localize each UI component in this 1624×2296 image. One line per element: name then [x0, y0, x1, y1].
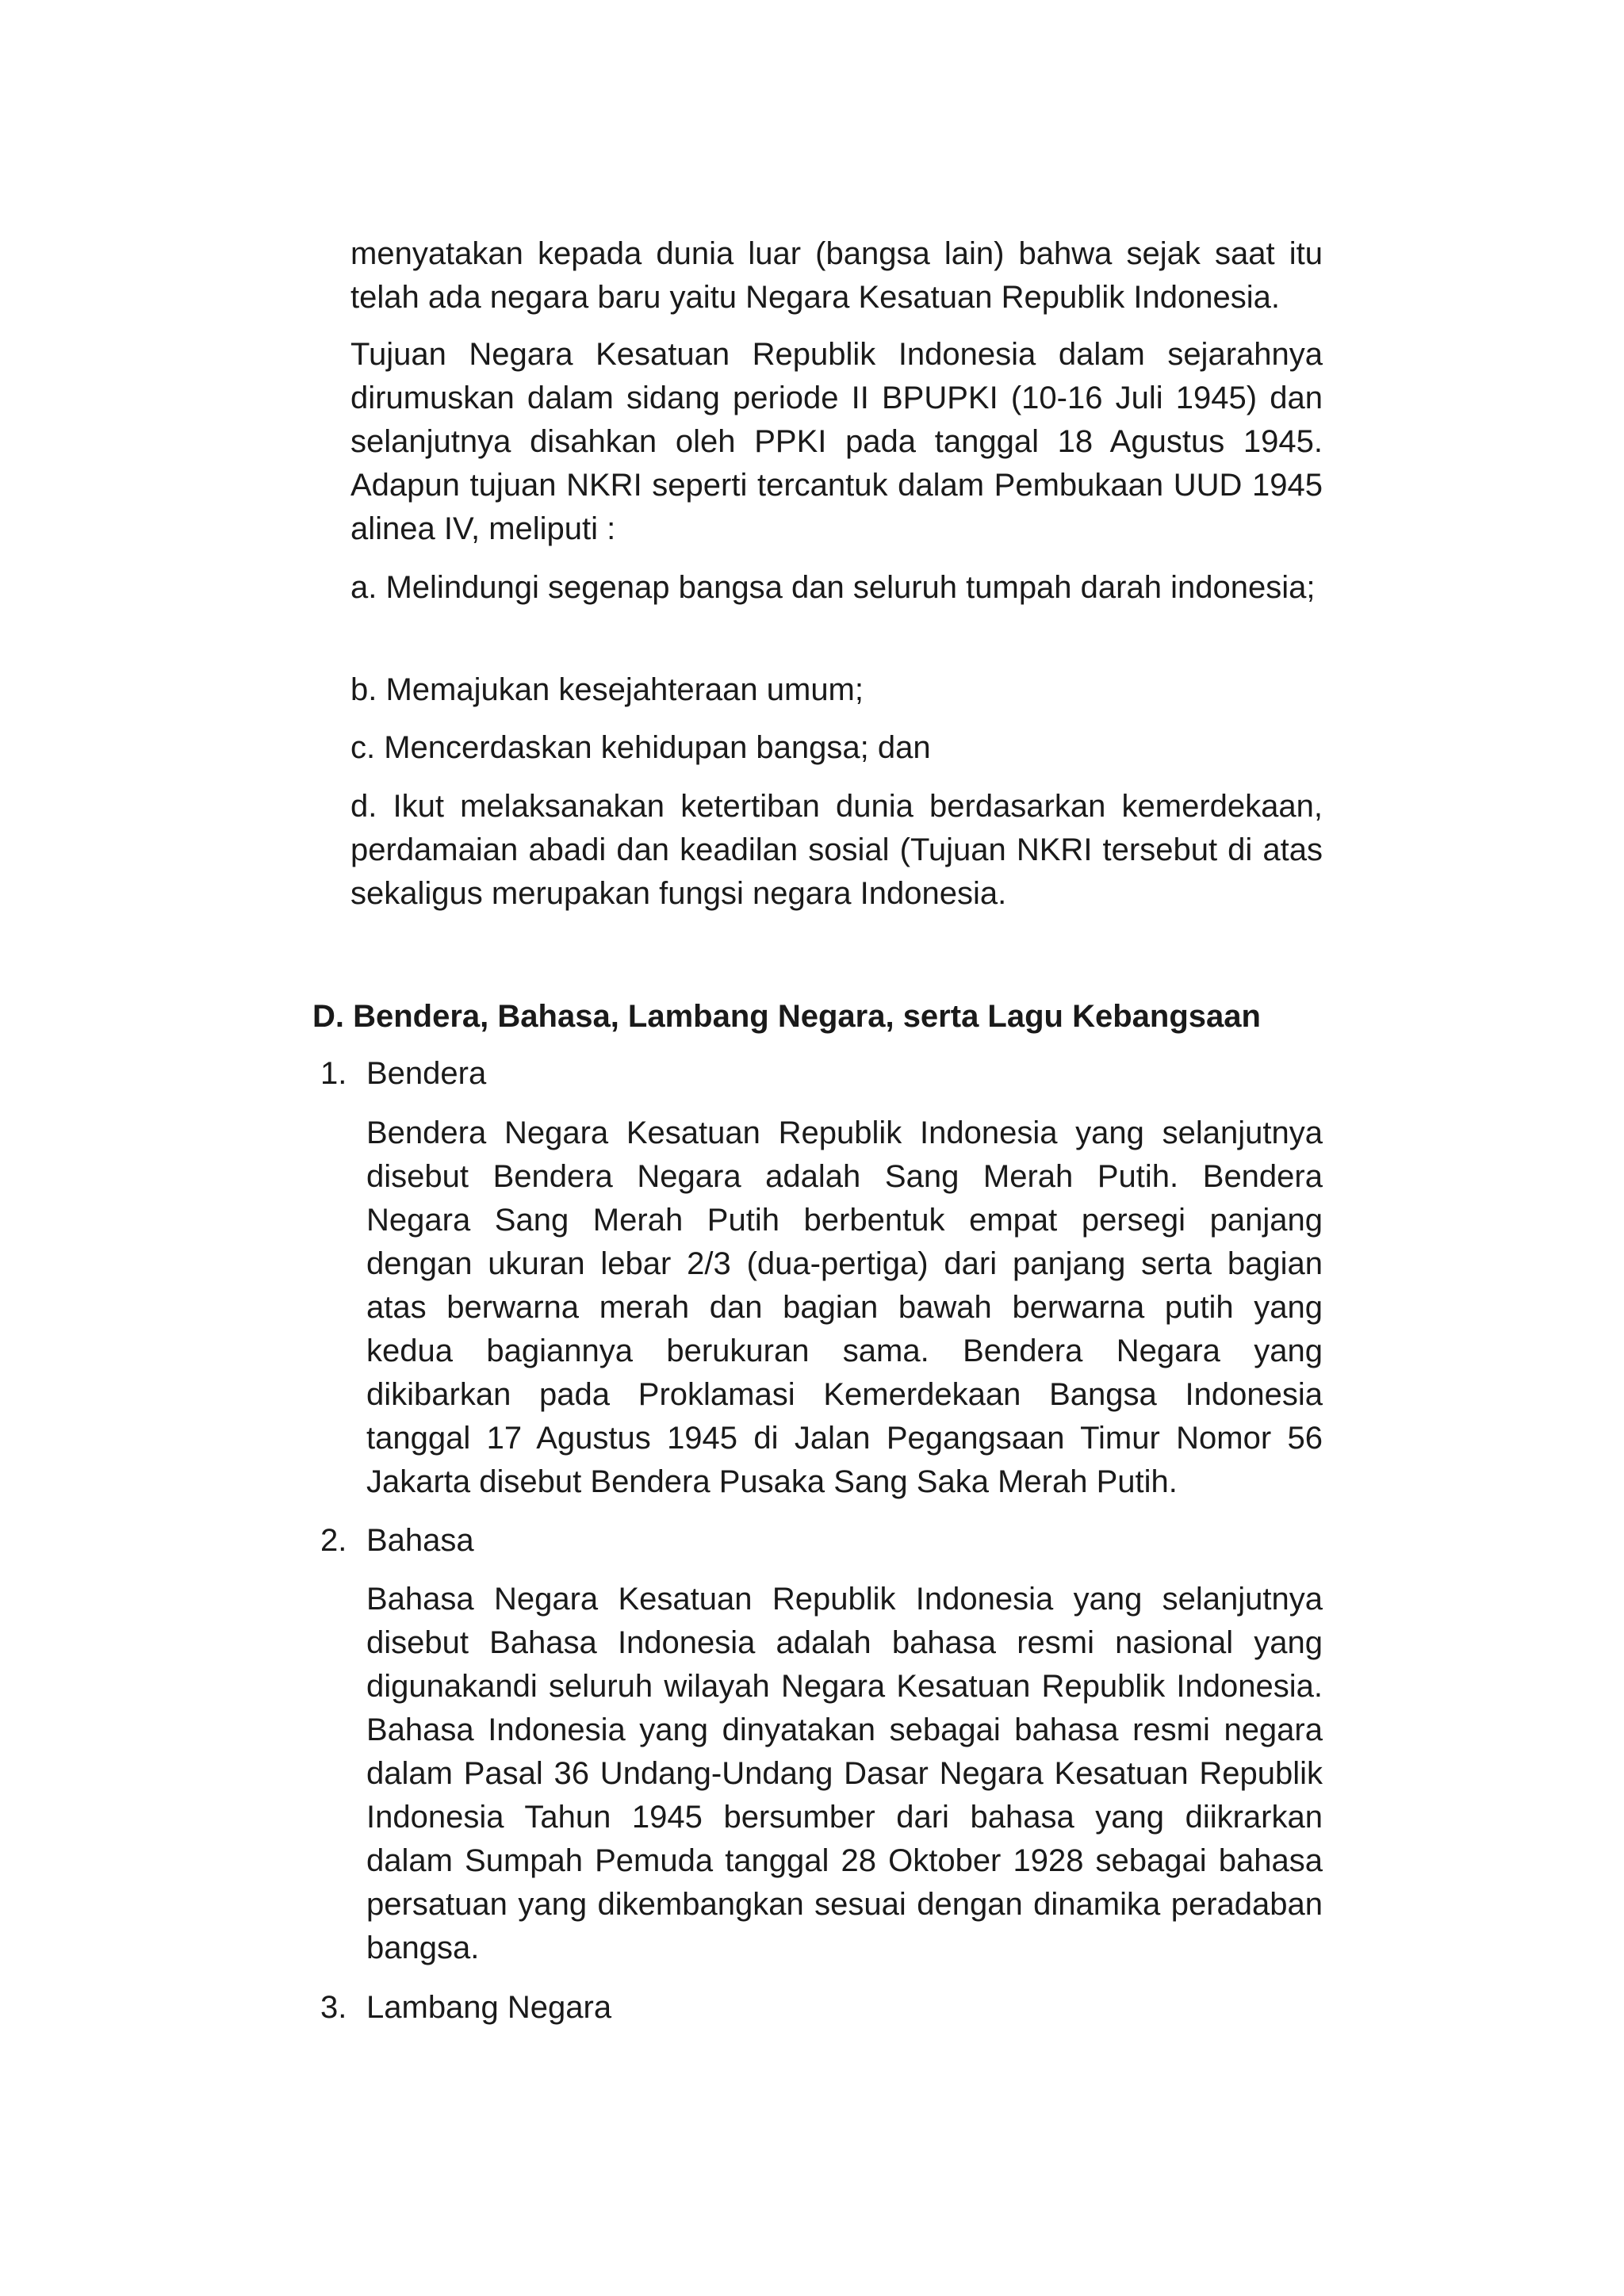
list-item-number: 3. [320, 1990, 347, 2025]
goal-item-c: c. Mencerdaskan kehidupan bangsa; dan [350, 730, 931, 765]
intro-paragraph-1: menyatakan kepada dunia luar (bangsa lain) bahwa sejak saat itu telah ada negara baru yaitu Negara Kesatuan Republik Indonesia. [350, 236, 1323, 315]
list-item-number: 1. [320, 1056, 347, 1091]
list-item-title [320, 1052, 486, 1096]
list-item-label: Lambang Negara [366, 1990, 612, 2025]
section-heading: D. Bendera, Bahasa, Lambang Negara, serta Lagu Kebangsaan [312, 999, 1261, 1034]
list-item-body: Bahasa Negara Kesatuan Republik Indonesia yang selanjutnya disebut Bahasa Indonesia adalah bahasa resmi nasional yang digunakandi seluruh wilayah Negara Kesatuan Republik Indonesia. Bahasa Indonesia yang dinyatakan sebagai bahasa resmi negara dalam Pasal 36 Undang-Undang Dasar Negara Kesatuan Republik Indonesia Tahun 1945 bersumber dari bahasa yang diikrarkan dalam Sumpah Pemuda tanggal 28 Oktober 1928 sebagai bahasa persatuan yang dikembangkan sesuai dengan dinamika peradaban bangsa. [366, 1582, 1323, 1965]
goal-item-a: a. Melindungi segenap bangsa dan seluruh tumpah darah indonesia; [350, 570, 1316, 605]
intro-paragraph-2: Tujuan Negara Kesatuan Republik Indonesia dalam sejarahnya dirumuskan dalam sidang periode II BPUPKI (10-16 Juli 1945) dan selanjutnya disahkan oleh PPKI pada tanggal 18 Agustus 1945. Adapun tujuan NKRI seperti tercantuk dalam Pembukaan UUD 1945 alinea IV, meliputi : [350, 337, 1323, 546]
goal-item-b: b. Memajukan kesejahteraan umum; [350, 672, 864, 707]
list-item-title [320, 1986, 611, 2030]
list-item-number: 2. [320, 1523, 347, 1558]
list-item-title [320, 1519, 474, 1563]
list-item-label: Bahasa [366, 1523, 474, 1558]
list-item-body: Bendera Negara Kesatuan Republik Indonesia yang selanjutnya disebut Bendera Negara adalah Sang Merah Putih. Bendera Negara Sang Merah Putih berbentuk empat persegi panjang dengan ukuran lebar 2/3 (dua-pertiga) dari panjang serta bagian atas berwarna merah dan bagian bawah berwarna putih yang kedua bagiannya berukuran sama. Bendera Negara yang dikibarkan pada Proklamasi Kemerdekaan Bangsa Indonesia tanggal 17 Agustus 1945 di Jalan Pegangsaan Timur Nomor 56 Jakarta disebut Bendera Pusaka Sang Saka Merah Putih. [366, 1115, 1323, 1499]
goal-item-d: d. Ikut melaksanakan ketertiban dunia berdasarkan kemerdekaan, perdamaian abadi dan keadilan sosial (Tujuan NKRI tersebut di atas sekaligus merupakan fungsi negara Indonesia. [350, 789, 1323, 911]
list-item-label: Bendera [366, 1056, 487, 1091]
